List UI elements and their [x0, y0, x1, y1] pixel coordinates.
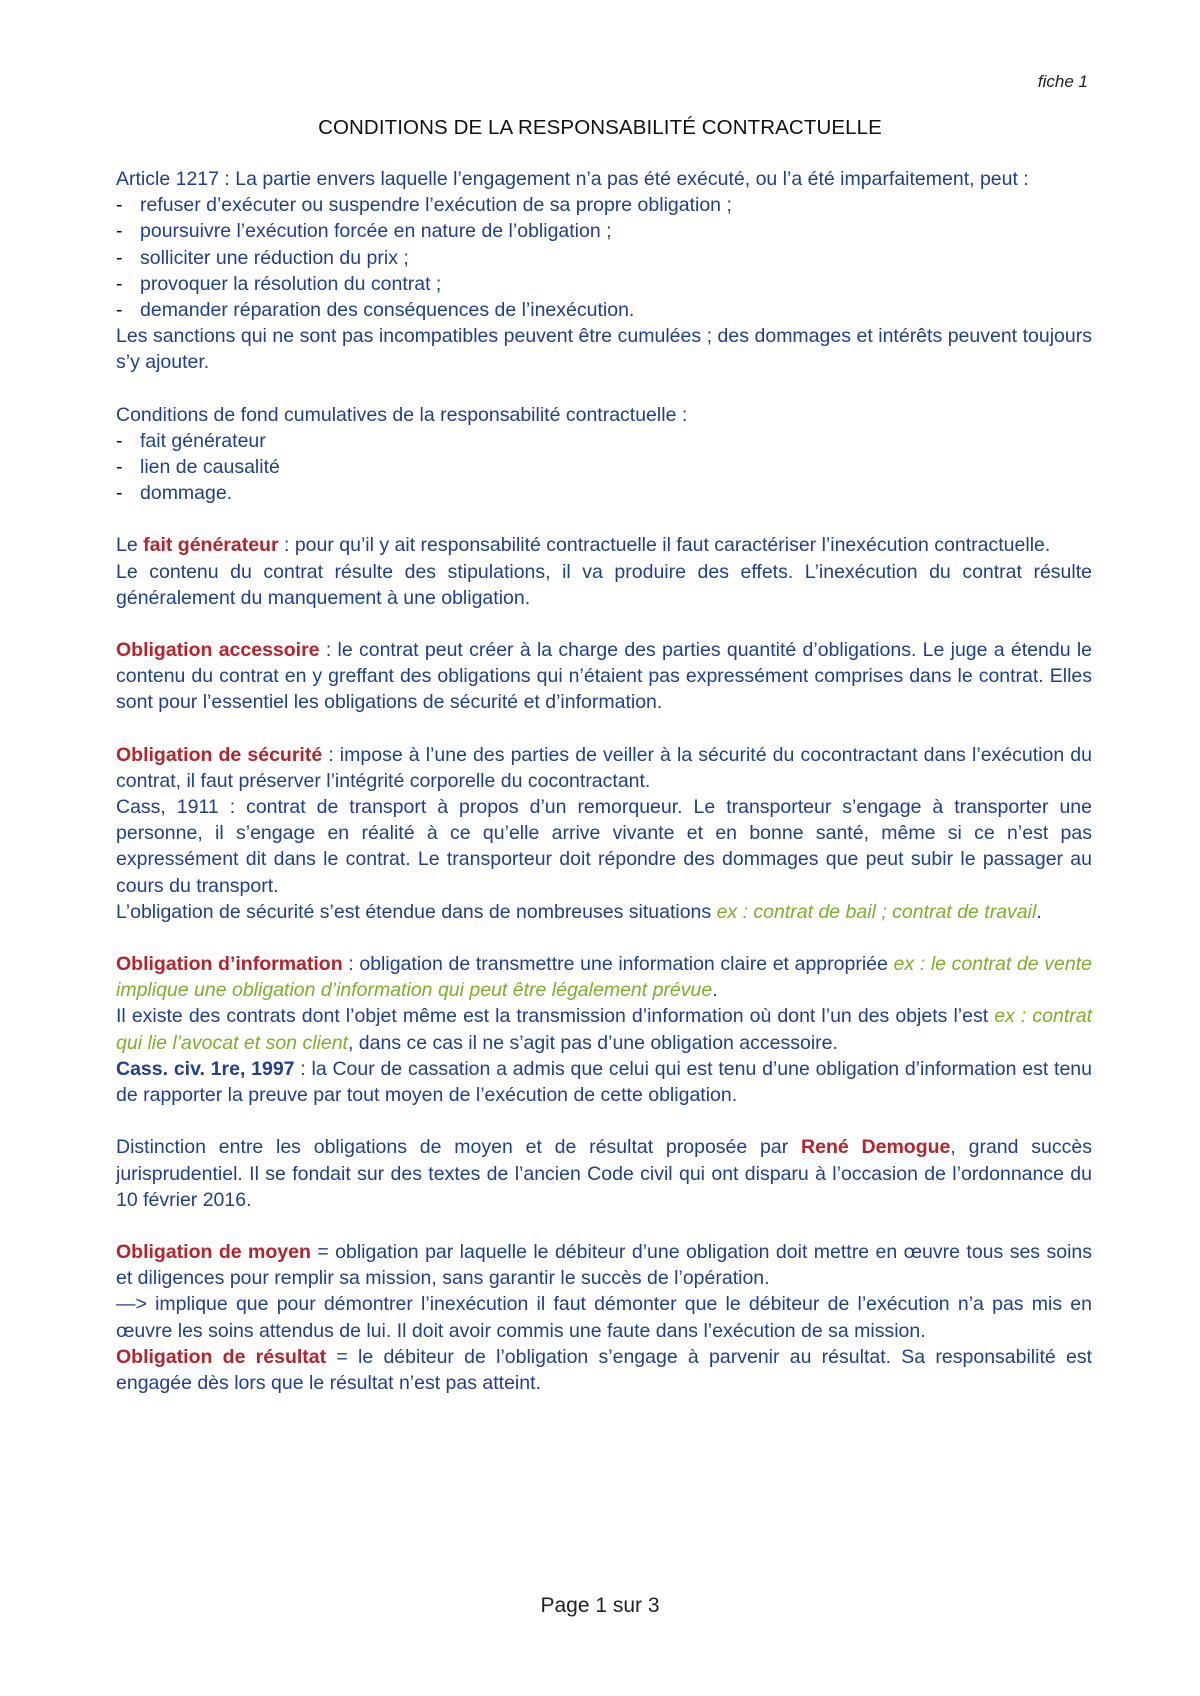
fiche-label: fiche 1	[1037, 72, 1088, 91]
example-text: ex : contrat de bail ; contrat de travail	[716, 900, 1037, 923]
fait-generateur-paragraph: Le fait générateur : pour qu’il y ait responsabilité contractuelle il faut caractériser l’inexécution contractuelle.	[116, 534, 1051, 557]
list-item: - fait générateur	[116, 429, 266, 452]
information-contracts-paragraph: Il existe des contrats dont l’objet même est la transmission d’information où dont l’un des objets l’est ex : contrat qui lie l’avocat et son client, dans ce cas il ne s’agit pas d’une obligation accessoire.	[116, 1005, 1092, 1054]
cass-1997-paragraph: Cass. civ. 1re, 1997 : la Cour de cassation a admis que celui qui est tenu d’une obligation d’information est tenu de rapporter la preuve par tout moyen de l’exécution de cette obligation.	[116, 1057, 1092, 1107]
page-title: CONDITIONS DE LA RESPONSABILITÉ CONTRACTUELLE	[318, 116, 882, 139]
author-name: René Demogue	[801, 1136, 951, 1159]
article-outro: Les sanctions qui ne sont pas incompatibles peuvent être cumulées ; des dommages et intérêts peuvent toujours s’y ajouter.	[116, 325, 1092, 374]
obligation-securite-paragraph: Obligation de sécurité : impose à l’une des parties de veiller à la sécurité du cocontractant dans l’exécution du contrat, il faut préserver l’intégrité corporelle du cocontractant.	[116, 743, 1092, 792]
obligation-moyen-term: Obligation de moyen	[116, 1240, 311, 1263]
obligation-resultat-term: Obligation de résultat	[116, 1345, 327, 1368]
document-body	[116, 166, 1092, 1396]
example-text: ex : le contrat de vente implique une obligation d’information qui peut être légalement prévue	[116, 953, 1092, 1002]
contenu-contrat-paragraph: Le contenu du contrat résulte des stipulations, il va produire des effets. L’inexécution du contrat résulte généralement du manquement à une obligation.	[116, 560, 1092, 609]
obligation-information-paragraph: Obligation d’information : obligation de transmettre une information claire et appropriée ex : le contrat de vente implique une obligation d’information qui peut être légalement prévue.	[116, 953, 1092, 1002]
article-list	[116, 192, 1092, 323]
page-number: Page 1 sur 3	[540, 1594, 660, 1617]
list-item: - provoquer la résolution du contrat ;	[116, 272, 442, 295]
cass-1997-term: Cass. civ. 1re, 1997	[116, 1057, 295, 1080]
conditions-list	[116, 428, 1092, 507]
obligation-securite-term: Obligation de sécurité	[116, 743, 323, 766]
obligation-accessoire-paragraph: Obligation accessoire : le contrat peut créer à la charge des parties quantité d’obligations. Le juge a étendu le contenu du contrat en y greffant des obligations qui n’étaient pas expressément comprises dans le contrat. Elles sont pour l’essentiel les obligations de sécurité et d’information.	[116, 639, 1093, 714]
article-intro: Article 1217 : La partie envers laquelle l’engagement n’a pas été exécuté, ou l’a été imparfaitement, peut :	[116, 168, 1029, 190]
obligation-resultat-paragraph: Obligation de résultat = le débiteur de l’obligation s’engage à parvenir au résultat. Sa responsabilité est engagée dès lors que le résultat n’est pas atteint.	[116, 1345, 1093, 1394]
list-item: - lien de causalité	[116, 456, 280, 479]
securite-extension-paragraph: L’obligation de sécurité s’est étendue dans de nombreuses situations ex : contrat de bail ; contrat de travail.	[116, 900, 1042, 923]
example-text: ex : contrat qui lie l’avocat et son client	[116, 1005, 1092, 1054]
fait-generateur-term: fait générateur	[143, 534, 279, 557]
conditions-intro: Conditions de fond cumulatives de la responsabilité contractuelle :	[116, 403, 688, 426]
obligation-accessoire-term: Obligation accessoire	[116, 639, 320, 662]
list-item: - refuser d’exécuter ou suspendre l’exécution de sa propre obligation ;	[116, 194, 732, 217]
list-item: - dommage.	[116, 482, 233, 505]
list-item: - demander réparation des conséquences de l’inexécution.	[116, 299, 635, 322]
cass-1911-paragraph: Cass, 1911 : contrat de transport à propos d’un remorqueur. Le transporteur s’engage à transporter une personne, il s’engage en réalité à ce qu’elle arrive vivante et en bonne santé, même si ce n’est pas expressément dit dans le contrat. Le transporteur doit répondre des dommages que peut subir le passager au cours du transport.	[116, 796, 1092, 897]
distinction-paragraph: Distinction entre les obligations de moyen et de résultat proposée par René Demogue, grand succès jurisprudentiel. Il se fondait sur des textes de l’ancien Code civil qui ont disparu à l’occasion de l’ordonnance du 10 février 2016.	[116, 1136, 1092, 1211]
list-item: - poursuivre l’exécution forcée en nature de l’obligation ;	[116, 220, 612, 243]
obligation-information-term: Obligation d’information	[116, 953, 343, 976]
list-item: - solliciter une réduction du prix ;	[116, 246, 409, 269]
moyen-implication-paragraph: —> implique que pour démontrer l’inexécution il faut démonter que le débiteur de l’exécution n’a pas mis en œuvre les soins attendus de lui. Il doit avoir commis une faute dans l’exécution de sa mission.	[116, 1293, 1092, 1342]
obligation-moyen-paragraph: Obligation de moyen = obligation par laquelle le débiteur d’une obligation doit mettre en œuvre tous ses soins et diligences pour remplir sa mission, sans garantir le succès de l’opération.	[116, 1240, 1092, 1290]
